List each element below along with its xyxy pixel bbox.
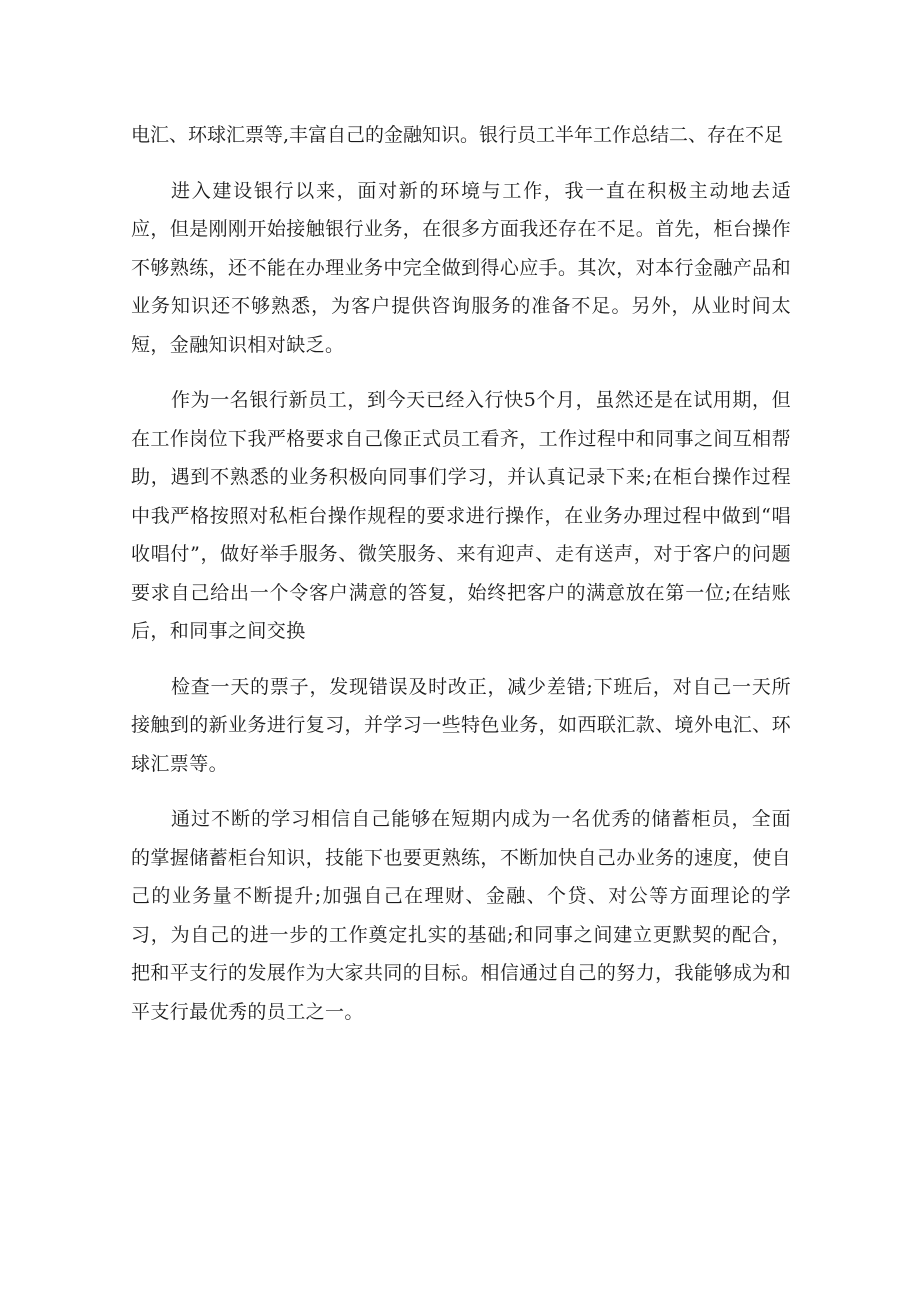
paragraph-goals: 通过不断的学习相信自己能够在短期内成为一名优秀的储蓄柜员，全面的掌握储蓄柜台知识，技能下也要更熟练，不断加快自己办业务的速度，使自己的业务量不断提升;加强自己在理财、金融、个贷、对公等方面理论的学习，为自己的进一步的工作奠定扎实的基础;和同事之间建立更默契的配合，把和平支行的发展作为大家共同的目标。相信通过自己的努力，我能够成为和平支行最优秀的员工之一。 [131, 808, 791, 1023]
paragraph-new-employee: 作为一名银行新员工，到今天已经入行快5个月，虽然还是在试用期，但在工作岗位下我严格要求自己像正式员工看齐，工作过程中和同事之间互相帮助，遇到不熟悉的业务积极向同事们学习，并认真记录下来;在柜台操作过程中我严格按照对私柜台操作规程的要求进行操作，在业务办理过程中做到“唱收唱付”，做好举手服务、微笑服务、来有迎声、走有送声，对于客户的问题要求自己给出一个令客户满意的答复，始终把客户的满意放在第一位;在结账后，和同事之间交换 [131, 389, 791, 642]
paragraph-continuation: 电汇、环球汇票等,丰富自己的金融知识。银行员工半年工作总结二、存在不足 [131, 124, 784, 146]
paragraph-shortcomings: 进入建设银行以来，面对新的环境与工作，我一直在积极主动地去适应，但是刚刚开始接触银行业务，在很多方面我还存在不足。首先，柜台操作不够熟练，还不能在办理业务中完全做到得心应手。其次，对本行金融产品和业务知识还不够熟悉，为客户提供咨询服务的准备不足。另外，从业时间太短，金融知识相对缺乏。 [131, 179, 791, 356]
paragraph-daily-check: 检查一天的票子，发现错误及时改正，减少差错;下班后，对自己一天所接触到的新业务进行复习，并学习一些特色业务，如西联汇款、境外电汇、环球汇票等。 [131, 675, 791, 775]
document-body [131, 116, 791, 1048]
